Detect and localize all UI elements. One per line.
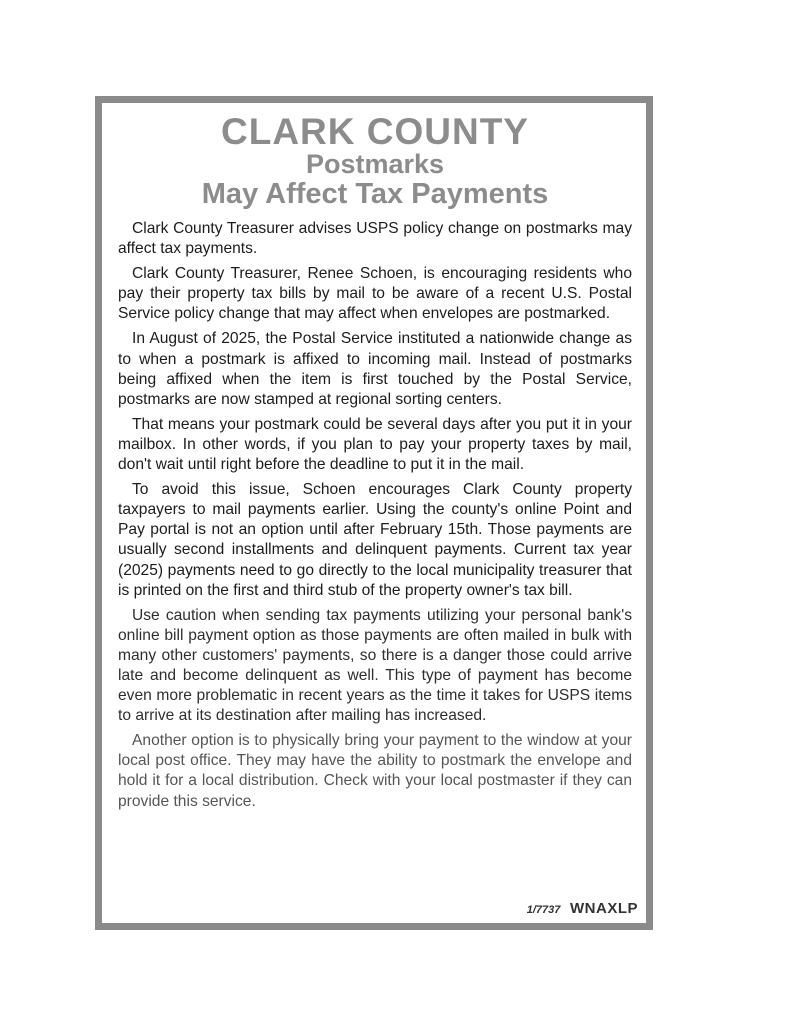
paragraph-treasurer-advice: Clark County Treasurer, Renee Schoen, is encouraging residents who pay their property tax bills by mail to be aware of a recent U.S. Postal Service policy change that may affect when envelopes are postmarked. <box>118 265 632 323</box>
paragraph-bank-bill-pay: Use caution when sending tax payments utilizing your personal bank's online bill payment option as those payments are often mailed in bulk with many other customers' payments, so there is a danger those could arrive late and become delinquent as well. This type of payment has become even more problematic in recent years as the time it takes for USPS items to arrive at its destination after mailing has increased. <box>118 606 632 725</box>
paragraph-postmark-delay: That means your postmark could be several days after you put it in your mailbox. In other words, if you plan to pay your property taxes by mail, don't wait until right before the deadline to put it in the mail. <box>118 415 632 474</box>
paragraph-policy-change: In August of 2025, the Postal Service instituted a nationwide change as to when a postmark is affixed to incoming mail. Instead of postmarks being affixed when the item is first touched by the Postal Service, postmarks are now stamped at regional sorting centers. <box>118 330 632 408</box>
paragraph-summary: Clark County Treasurer advises USPS policy change on postmarks may affect tax payments. <box>118 220 632 258</box>
paragraph-post-office-option: Another option is to physically bring your payment to the window at your local post office. They may have the ability to postmark the envelope and hold it for a local distribution. Check with your local postmaster if they can provide this service. <box>118 732 632 810</box>
legal-notice-box <box>95 96 653 930</box>
ad-number: 1/7737 <box>526 904 561 916</box>
publication-code: WNAXLP <box>570 900 638 917</box>
publication-footer <box>527 900 638 917</box>
paragraph-mail-early: To avoid this issue, Schoen encourages Clark County property taxpayers to mail payments earlier. Using the county's online Point and Pay portal is not an option until after February 15th. Those payments are usually second installments and delinquent payments. Current tax year (2025) payments need to go directly to the local municipality treasurer that is printed on the first and third stub of the property owner's tax bill. <box>118 481 632 599</box>
headline-tax-payments: May Affect Tax Payments <box>201 178 549 210</box>
headline-county: CLARK COUNTY <box>221 111 529 152</box>
headline-postmarks: Postmarks <box>305 149 445 179</box>
